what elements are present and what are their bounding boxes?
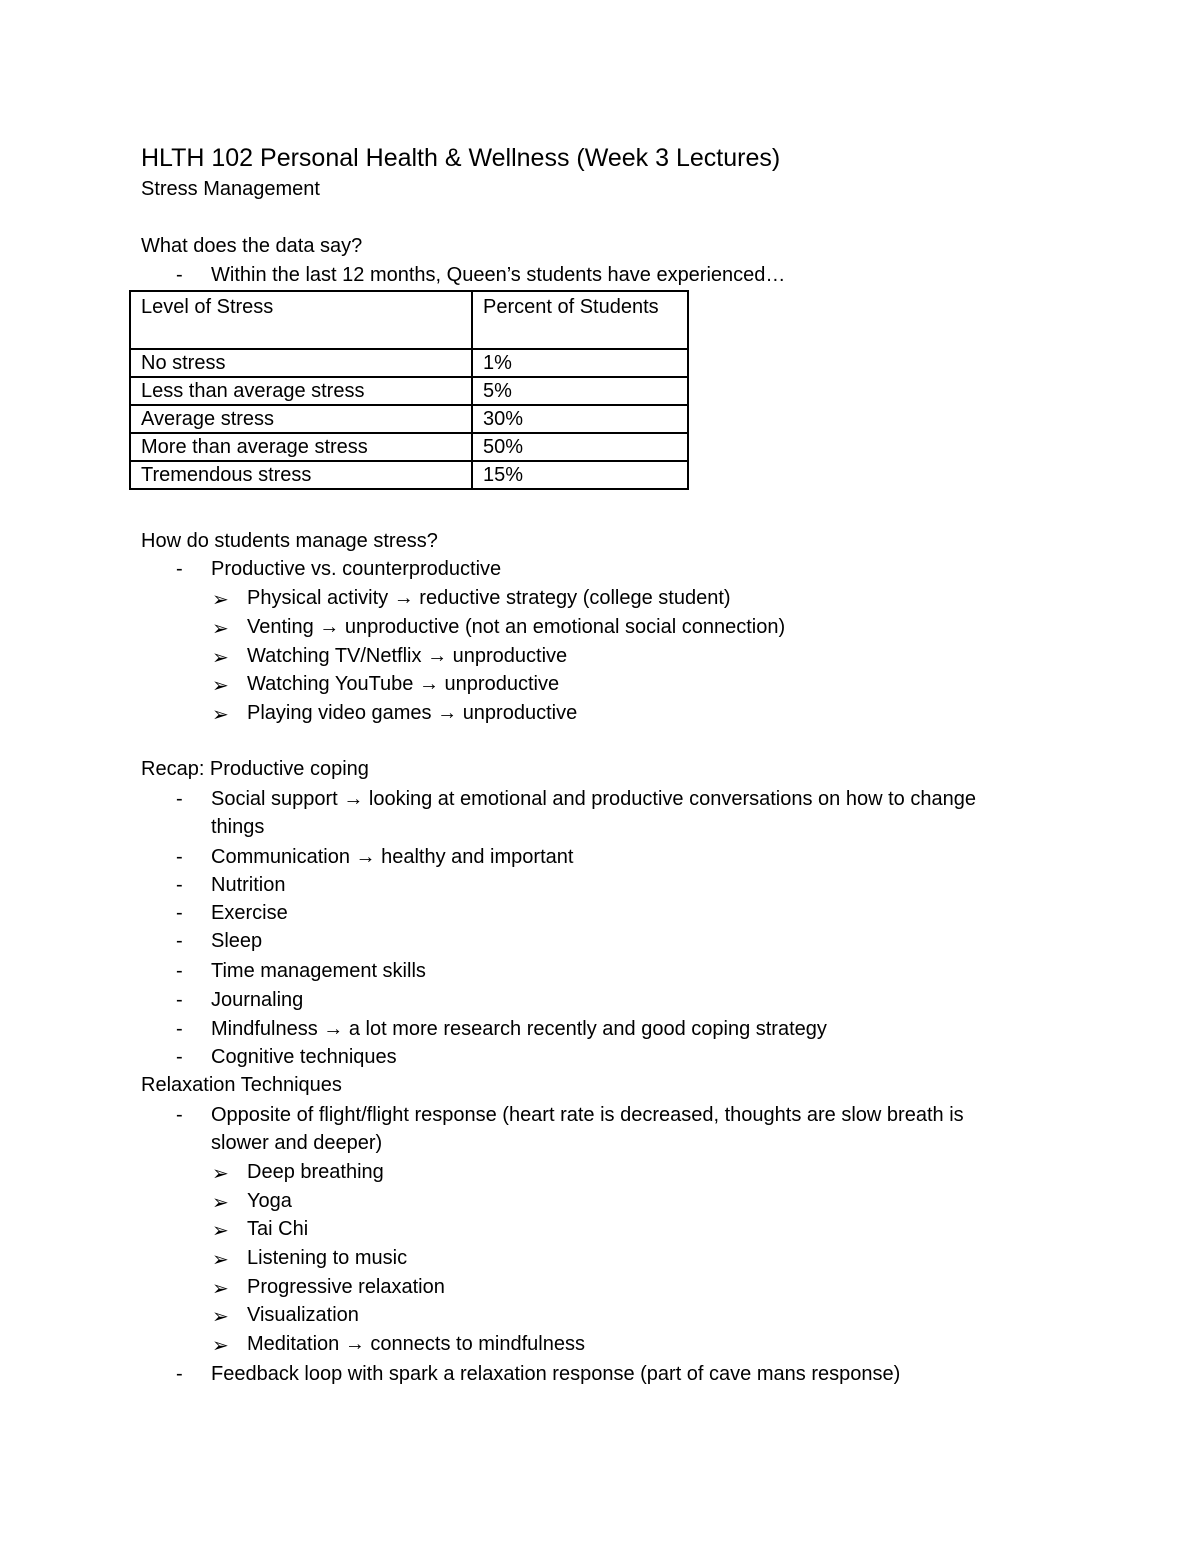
arrow-bullet-icon: ➢ <box>212 1306 229 1328</box>
arrow-bullet-icon: ➢ <box>212 704 229 726</box>
list-item-continuation: slower and deeper) <box>211 1132 383 1154</box>
dash-bullet: - <box>176 874 183 896</box>
table-cell: 30% <box>472 405 688 433</box>
table-row <box>130 461 688 489</box>
dash-bullet: - <box>176 788 183 810</box>
table-cell: Average stress <box>130 405 472 433</box>
inline-arrow-icon: → <box>355 846 376 868</box>
dash-bullet: - <box>176 989 183 1011</box>
table-row <box>130 349 688 377</box>
data-bullet: Within the last 12 months, Queen’s students have experienced… <box>211 264 786 286</box>
dash-bullet: - <box>176 930 183 952</box>
list-item: Exercise <box>211 902 288 924</box>
table-row <box>130 433 688 461</box>
dash-bullet: - <box>176 960 183 982</box>
inline-arrow-icon: → <box>427 645 448 667</box>
stress-table <box>129 290 689 490</box>
dash-bullet: - <box>176 558 183 580</box>
dash-bullet: - <box>176 264 183 286</box>
dash-bullet: - <box>176 1018 183 1040</box>
list-item: Watching TV/Netflix → unproductive <box>247 645 568 667</box>
section-heading-data: What does the data say? <box>141 235 363 257</box>
table-cell: 1% <box>472 349 688 377</box>
list-item: Feedback loop with spark a relaxation response (part of cave mans response) <box>211 1363 901 1385</box>
table-cell: More than average stress <box>130 433 472 461</box>
list-item: Visualization <box>247 1304 359 1326</box>
inline-arrow-icon: → <box>393 587 414 609</box>
list-item: Time management skills <box>211 960 426 982</box>
inline-arrow-icon: → <box>418 673 439 695</box>
section-heading-recap: Recap: Productive coping <box>141 758 369 780</box>
list-item: Tai Chi <box>247 1218 309 1240</box>
arrow-bullet-icon: ➢ <box>212 1335 229 1357</box>
list-item: Journaling <box>211 989 304 1011</box>
table-cell: 15% <box>472 461 688 489</box>
list-item: Sleep <box>211 930 263 952</box>
document-subtitle: Stress Management <box>141 178 320 200</box>
inline-arrow-icon: → <box>344 1333 365 1355</box>
section-heading-manage: How do students manage stress? <box>141 530 438 552</box>
arrow-bullet-icon: ➢ <box>212 1249 229 1271</box>
dash-bullet: - <box>176 902 183 924</box>
table-row <box>130 377 688 405</box>
list-item-continuation: things <box>211 816 265 838</box>
table-cell: Tremendous stress <box>130 461 472 489</box>
list-item: Meditation → connects to mindfulness <box>247 1333 585 1355</box>
list-item: Listening to music <box>247 1247 408 1269</box>
inline-arrow-icon: → <box>319 616 340 638</box>
list-item: Deep breathing <box>247 1161 384 1183</box>
list-item: Playing video games → unproductive <box>247 702 578 724</box>
arrow-bullet-icon: ➢ <box>212 1192 229 1214</box>
inline-arrow-icon: → <box>437 702 458 724</box>
arrow-bullet-icon: ➢ <box>212 1278 229 1300</box>
list-item: Physical activity → reductive strategy (college student) <box>247 587 731 609</box>
list-item: Cognitive techniques <box>211 1046 397 1068</box>
dash-bullet: - <box>176 1046 183 1068</box>
list-item: Progressive relaxation <box>247 1276 445 1298</box>
table-row <box>130 405 688 433</box>
list-item: Communication → healthy and important <box>211 846 574 868</box>
arrow-bullet-icon: ➢ <box>212 589 229 611</box>
document-title: HLTH 102 Personal Health & Wellness (Week 3 Lectures) <box>141 144 781 172</box>
list-item: Yoga <box>247 1190 292 1212</box>
arrow-bullet-icon: ➢ <box>212 618 229 640</box>
arrow-bullet-icon: ➢ <box>212 1163 229 1185</box>
table-cell: 5% <box>472 377 688 405</box>
list-item: Opposite of flight/flight response (heart rate is decreased, thoughts are slow breath is <box>211 1104 964 1126</box>
list-item: Mindfulness → a lot more research recently and good coping strategy <box>211 1018 827 1040</box>
inline-arrow-icon: → <box>323 1018 344 1040</box>
arrow-bullet-icon: ➢ <box>212 647 229 669</box>
list-item: Watching YouTube → unproductive <box>247 673 560 695</box>
list-item: Venting → unproductive (not an emotional social connection) <box>247 616 786 638</box>
list-item: Nutrition <box>211 874 286 896</box>
dash-bullet: - <box>176 1363 183 1385</box>
section-heading-relaxation: Relaxation Techniques <box>141 1074 342 1096</box>
arrow-bullet-icon: ➢ <box>212 675 229 697</box>
table-cell: 50% <box>472 433 688 461</box>
table-header-row <box>130 291 688 349</box>
table-cell: Less than average stress <box>130 377 472 405</box>
arrow-bullet-icon: ➢ <box>212 1220 229 1242</box>
dash-bullet: - <box>176 1104 183 1126</box>
table-cell: No stress <box>130 349 472 377</box>
manage-bullet: Productive vs. counterproductive <box>211 558 502 580</box>
table-header-cell: Level of Stress <box>130 291 472 349</box>
table-header-cell: Percent of Students <box>472 291 688 349</box>
list-item: Social support → looking at emotional and productive conversations on how to change <box>211 788 976 810</box>
dash-bullet: - <box>176 846 183 868</box>
inline-arrow-icon: → <box>343 788 364 810</box>
